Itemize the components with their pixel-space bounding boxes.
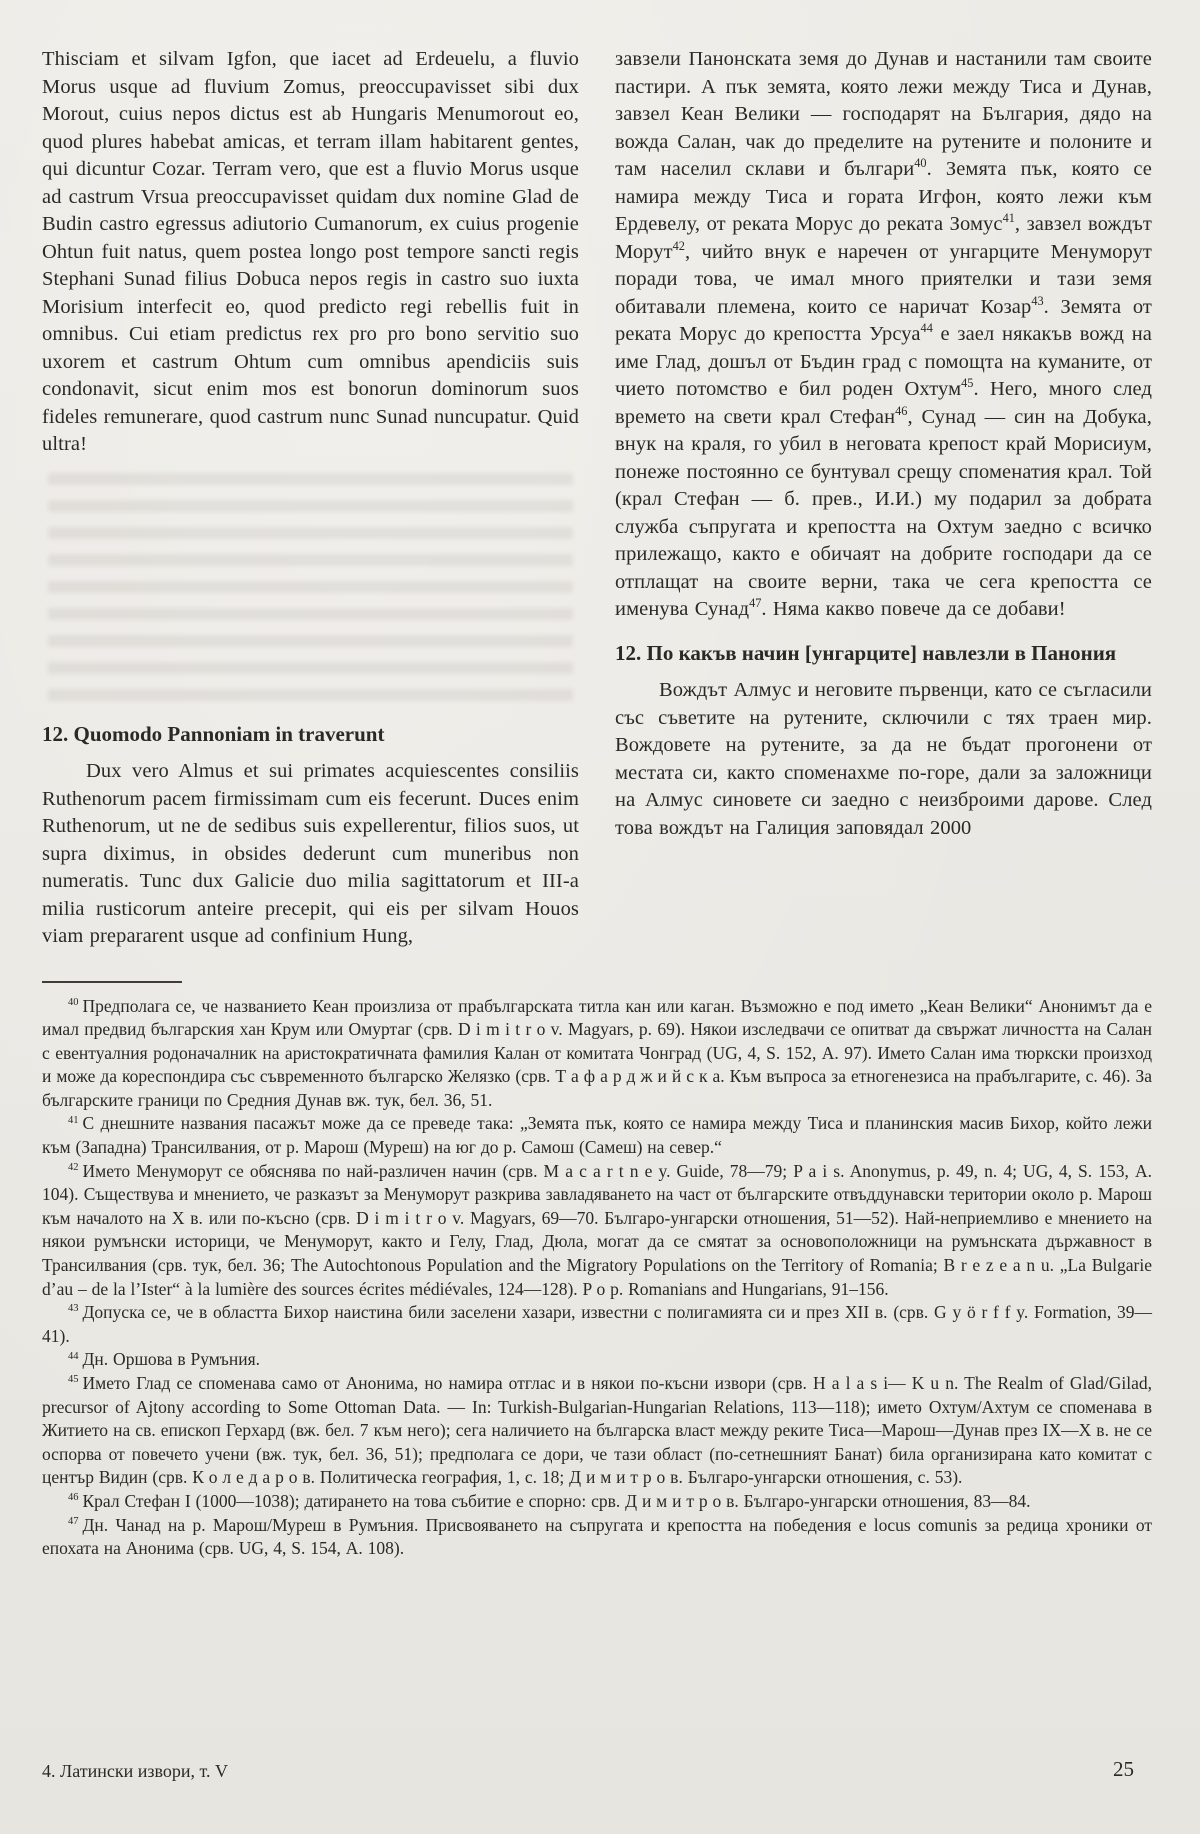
footnote-text: Името Менуморут се обяснява по най-различен начин (срв. M a c a r t n e y. Guide, 78—79; P a i s. Anonymus, p. 49, n. 4; UG, 4, S. 153, А. 104). Съществува и мнението, че разказът за Менуморут разкрива завладяването на част от българските отвъддунавски територии около р. Марош към началото на X в. или по-късно (срв. D i m i t r o v. Magyars, 69—70. Българо-унгарски отношения, 51—52). Най-неприемливо е мнението на някои румънски историци, че Менуморут, както и Гелу, Глад, Дюла, могат да се смятат за основоположници на румънската държавност в Трансилвания (срв. тук, бел. 36; The Autochtonous Population and the Migratory Populations on the Territory of Romania; B r e z e a n u. „La Bulgarie d’au – de la l’Ister“ à la lumière des sources écrites médiévales, 124—128). P o p. Romanians and Hungarians, 91–156. xyxy=(42,1160,1152,1299)
volume-signature: 4. Латински извори, т. V xyxy=(42,1761,228,1781)
latin-paragraph-continued: Thisciam et silvam Igfon, que iacet ad Erdeuelu, a fluvio Morus usque ad fluvium Zomus, preoccupavisset sibi dux Morout, cuius nepos dictus est ab Hungaris Menumorout eo, quod plures habebat amicas, et terram illam habitarent gentes, qui dicuntur Cozar. Terram vero, que est a fluvio Morus usque ad castrum Vrsua preoccupavisset quidam dux nomine Glad de Budin castro egressus adiutorio Cumanorum, ex cuius progenie Ohtun fuit natus, quem postea longo post tempore sancti regis Stephani Sunad filius Dobuca nepos regis in castro suo iuxta Morisium interfecit eo, quod predicto regi rebellis fuit in omnibus. Cui etiam predictus rex pro pro bono servitio suo uxorem et castrum Ohtum cum omnibus apendiciis suis condonavit, sicut enim mos est bonorun dominorum suos fideles remunerare, quod castrum nunc Sunad nuncupatur. Quid ultra! xyxy=(42,48,579,455)
bulgarian-column xyxy=(615,46,1152,951)
footnote-number: 43 xyxy=(68,1303,79,1315)
footnote-number: 46 xyxy=(68,1492,79,1504)
footnote xyxy=(42,1348,1152,1372)
latin-column xyxy=(42,46,579,951)
footnote xyxy=(42,1514,1152,1561)
page-number: 25 xyxy=(1113,1757,1134,1781)
footnote-number: 42 xyxy=(68,1161,79,1173)
footnote-reference: 43 xyxy=(1031,293,1044,308)
footnote-text: С днешните названия пасажът може да се преведе така: „Земята пък, която се намира между Тиса и планинския масив Бихор, който лежи към (Западна) Трансилвания, от р. Марош (Муреш) на юг до р. Самош (Самеш) на север.“ xyxy=(42,1113,1152,1158)
footnote-text: Дн. Оршова в Румъния. xyxy=(82,1349,261,1370)
footnote-number: 41 xyxy=(68,1114,79,1126)
footnote-text: Крал Стефан I (1000—1038); датирането на това събитие е спорно: срв. Д и м и т р о в. Българо-унгарски отношения, 83—84. xyxy=(82,1490,1031,1511)
footnotes-section xyxy=(42,995,1152,1561)
footnote-number: 47 xyxy=(68,1515,79,1527)
text-columns xyxy=(42,46,1152,951)
footnote-reference: 44 xyxy=(920,321,933,336)
footnote-separator xyxy=(42,981,182,983)
footnote xyxy=(42,1372,1152,1490)
footnote-text: Допуска се, че в областта Бихор наистина били заселени хазари, известни с полигамията си и през XII в. (срв. G y ö r f f y. Formation, 39—41). xyxy=(42,1302,1152,1346)
footnote-reference: 41 xyxy=(1002,211,1015,226)
footnote-number: 44 xyxy=(68,1350,79,1362)
footnote xyxy=(42,1490,1152,1514)
bulgarian-section-heading: 12. По какъв начин [унгарците] навлезли в Панония xyxy=(615,640,1117,665)
page-bleed-through xyxy=(48,473,573,705)
footnote-reference: 46 xyxy=(895,403,908,418)
latin-paragraph-2: Dux vero Almus et sui primates acquiescentes consiliis Ruthenorum pacem firmissimam cum eis fecerunt. Duces enim Ruthenorum, ut ne de sedibus suis expellerentur, filios suos, ut supra diximus, in obsides dederunt cum muneribus non numeratis. Tunc dux Galicie duo milia sagittatorum et III-a milia rusticorum anteire precepit, qui eis per silvam Houos viam prepararent usque ad confinium Hung, xyxy=(42,760,579,947)
footnote-text: Името Глад се споменава само от Анонима, но намира отглас и в някои по-късни извори (срв. H a l a s i— K u n. The Realm of Glad/Gilad, precursor of Ajtony according to Some Ottoman Data. — In: Turkish-Bulgarian-Hungarian Relations, 113—118); името Охтум/Ахтум се споменава в Житието на св. епископ Герхард (вж. бел. 7 към него); сега наличието на българска власт между реките Тиса—Марош—Дунав през IX—X в. не се оспорва от повечето учени (вж. тук, бел. 36, 51); предполага се дори, че тази област (по-сетнешният Банат) била организирана като комитат с център Видин (срв. К о л е д а р о в. Политическа география, 1, с. 18; Д и м и т р о в. Българо-унгарски отношения, с. 53). xyxy=(42,1373,1152,1488)
footnote-text: Предполага се, че названието Кеан произлиза от прабългарската титла кан или каган. Възможно е под името „Кеан Велики“ Анонимът да е имал предвид българския хан Крум или Омуртаг (срв. D i m i t r o v. Magyars, p. 69). Някои изследвачи се опитват да свържат личността на Салан с евентуалния родоначалник на аристократичната фамилия Калан от комитата Чонград (UG, 4, S. 152, А. 97). Името Салан има тюркски произход и може да кореспондира със съвременното българско Желязко (срв. Т а ф а р д ж и й с к а. Към въпроса за етногенезиса на прабългарите, с. 46). За българските граници по Средния Дунав вж. тук, бел. 36, 51. xyxy=(42,995,1152,1110)
footnote xyxy=(42,1301,1152,1348)
footnote xyxy=(42,1160,1152,1302)
footnote-text: Дн. Чанад на р. Марош/Муреш в Румъния. Присвояването на съпругата и крепостта на победения е locus comunis за редица хроники от епохата на Анонима (срв. UG, 4, S. 154, А. 108). xyxy=(42,1514,1152,1559)
page-footer xyxy=(42,1757,1152,1794)
footnote xyxy=(42,995,1152,1113)
footnote-reference: 47 xyxy=(749,596,762,611)
footnote-reference: 42 xyxy=(672,238,685,253)
latin-section-heading: 12. Quomodo Pannoniam in traverunt xyxy=(42,721,385,746)
footnote-reference: 40 xyxy=(914,156,927,171)
footnote-reference: 45 xyxy=(961,376,974,391)
footnote-number: 45 xyxy=(68,1374,79,1386)
footnote-number: 40 xyxy=(68,996,79,1008)
bulgarian-paragraph-2: Вождът Алмус и неговите първенци, като се съгласили със съветите на рутените, сключили с тях траен мир. Вождовете на рутените, за да не бъдат прогонени от местата си, както споменахме по-горе, дали за заложници на Алмус синовете си заедно с неизброими дарове. След това вождът на Галиция заповядал 2000 xyxy=(615,679,1152,839)
footnote xyxy=(42,1112,1152,1159)
bulgarian-paragraph-continued: завзели Панонската земя до Дунав и настанили там своите пастири. А пък земята, която лежи между Тиса и Дунав, завзел Кеан Велики — господарят на България, дядо на вожда Салан, чак до пределите на рутените и полоните и там населил склави и българи$^{40}$. Земята пък, която се намира между Тиса и гората Игфон, която лежи към Ердевелу, от реката Морус до реката Зомус$^{41}$, завзел вождът Морут$^{42}$, чийто внук е наречен от унгарците Менуморут поради това, че имал много приятелки и тази земя обитавали племена, които се наричат Козар$^{43}$. Земята от реката Морус до крепостта Урсуа$^{44}$ е заел някакъв вожд на име Глад, дошъл от Бъдин град с помощта на куманите, от чието потомство е бил роден Охтум$^{45}$. Него, много след времето на свети крал Стефан$^{46}$, Сунад — син на Добука, внук на краля, го убил в неговата крепост край Морисиум, понеже постоянно се бунтувал срещу споменатия крал. Той (крал Стефан — б. прев., И.И.) му подарил за добрата служба съпругата и крепостта на Охтум заедно с всичко прилежащо, както е обичаят на добрите господари да се отплащат на своите верни, така че сега крепостта се именува Сунад$^{47}$. Няма какво повече да се добави! xyxy=(615,48,1152,620)
